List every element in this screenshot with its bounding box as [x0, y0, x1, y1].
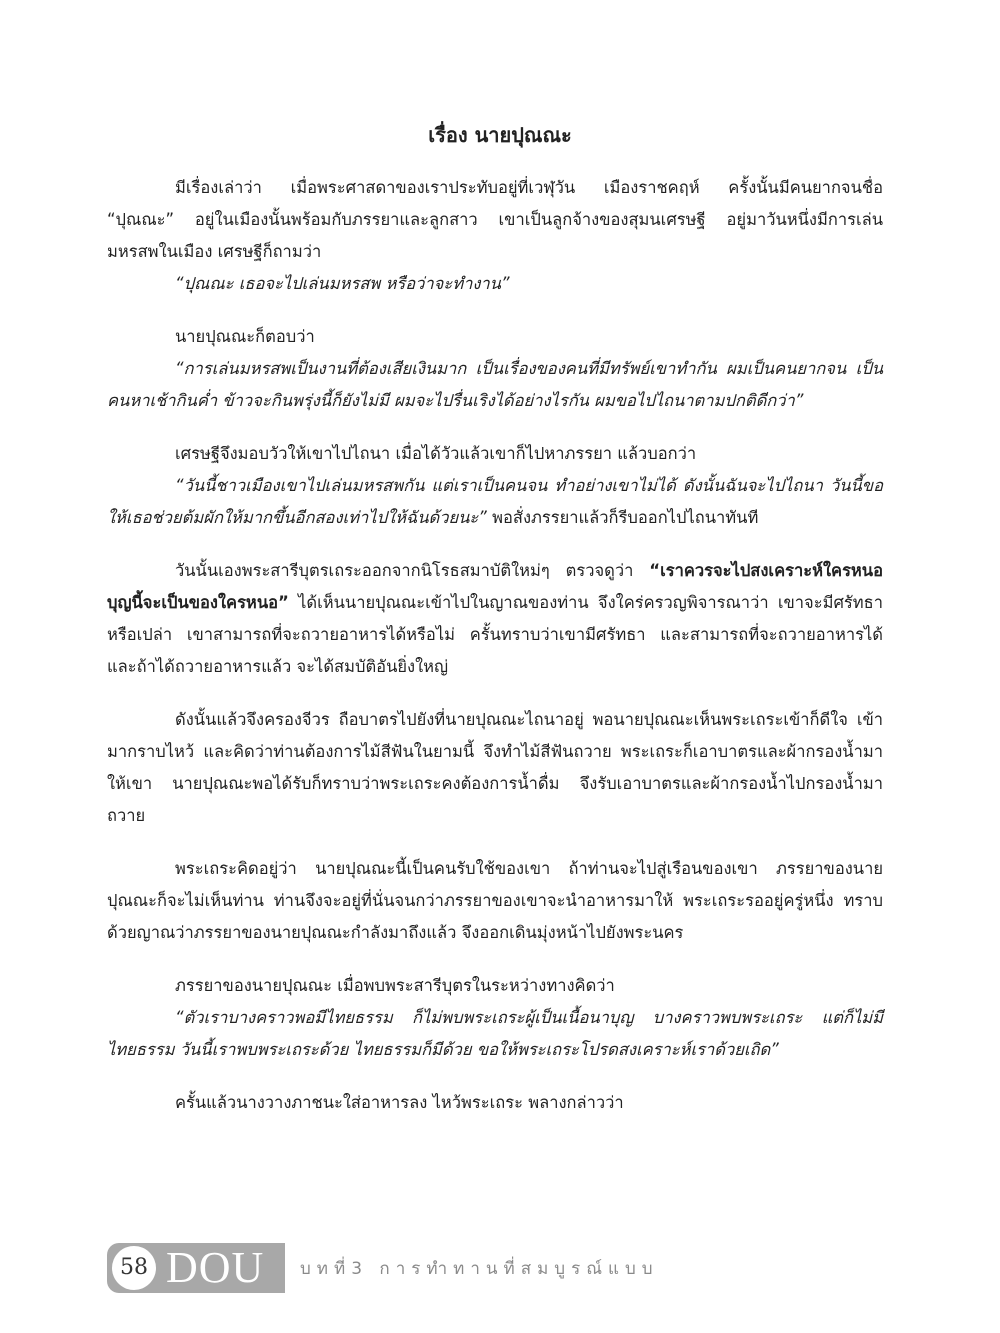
chapter-title: บทที่3 การทำทานที่สมบูรณ์แบบ	[300, 1259, 659, 1279]
paragraph-sariputta	[107, 555, 883, 683]
dou-logo: DOU	[166, 1243, 265, 1292]
paragraph-ox: เศรษฐีจึงมอบวัวให้เขาไปไถนา เมื่อได้วัวแล้วเขาก็ไปหาภรรยา แล้วบอกว่า	[175, 444, 697, 463]
paragraph-elder-waits: พระเถระคิดอยู่ว่า นายปุณณะนี้เป็นคนรับใช้ของเขา ถ้าท่านจะไปสู่เรือนของเขา ภรรยาของนายปุณณะก็จะไม่เห็นท่าน ท่านจึงจะอยู่ที่นั่นจนกว่าภรรยาของเขาจะนำอาหารมาให้ พระเถระรออยู่ครู่หนึ่ง ทราบด้วยญาณว่าภรรยาของนายปุณณะกำลังมาถึงแล้ว จึงออกเดินมุ่งหน้าไปยังพระนคร	[107, 859, 883, 942]
paragraph-intro: มีเรื่องเล่าว่า เมื่อพระศาสดาของเราประทับอยู่ที่เวฬุวัน เมืองราชคฤห์ ครั้งนั้นมีคนยากจนชื่อ “ปุณณะ” อยู่ในเมืองนั้นพร้อมกับภรรยาและลูกสาว เขาเป็นลูกจ้างของสุมนเศรษฐี อยู่มาวันหนึ่งมีการเล่นมหรสพในเมือง เศรษฐีก็ถามว่า	[107, 178, 883, 261]
paragraph-robe: ดังนั้นแล้วจึงครองจีวร ถือบาตรไปยังที่นายปุณณะไถนาอยู่ พอนายปุณณะเห็นพระเถระเข้าก็ดีใจ เข้ามากราบไหว้ และคิดว่าท่านต้องการไม้สีฟันในยามนี้ จึงทำไม้สีฟันถวาย พระเถระก็เอาบาตรและผ้ากรองน้ำมาให้เขา นายปุณณะพอได้รับก็ทราบว่าพระเถระคงต้องการน้ำดื่ม จึงรับเอาบาตรและผ้ากรองน้ำไปกรองน้ำมาถวาย	[107, 710, 883, 825]
sariputta-lead: วันนั้นเองพระสารีบุตรเถระออกจากนิโรธสมาบัติใหม่ๆ ตรวจดูว่า	[175, 561, 650, 580]
page-number: 58	[112, 1246, 156, 1290]
story-body	[107, 172, 883, 1119]
quote-millionaire: “ปุณณะ เธอจะไปเล่นมหรสพ หรือว่าจะทำงาน”	[175, 274, 510, 293]
sariputta-rest: ได้เห็นนายปุณณะเข้าไปในญาณของท่าน จึงใคร่ครวญพิจารณาว่า เขาจะมีศรัทธาหรือเปล่า เขาสามารถที่จะถวายอาหารได้หรือไม่ ครั้นทราบว่าเขามีศรัทธา และสามารถที่จะถวายอาหารได้ และถ้าได้ถวายอาหารแล้ว จะได้สมบัติอันยิ่งใหญ่	[107, 593, 883, 676]
quote-to-wife: “วันนี้ชาวเมืองเขาไปเล่นมหรสพกัน แต่เราเป็นคนจน ทำอย่างเขาไม่ได้ ดังนั้นฉันจะไปไถนา วันนี้ขอให้เธอช่วยต้มผักให้มากขึ้นอีกสองเท่าไปให้ฉันด้วยนะ”	[107, 476, 883, 527]
paragraph-punna-reply: นายปุณณะก็ตอบว่า	[175, 327, 315, 346]
quote-wife-thought: “ตัวเราบางคราวพอมีไทยธรรม ก็ไม่พบพระเถระผู้เป็นเนื้อนาบุญ บางคราวพบพระเถระ แต่ก็ไม่มีไทยธรรม วันนี้เราพบพระเถระด้วย ไทยธรรมก็มีด้วย ขอให้พระเถระโปรดสงเคราะห์เราด้วยเถิด”	[107, 1008, 883, 1059]
quote-to-wife-tail: พอสั่งภรรยาแล้วก็รีบออกไปไถนาทันที	[486, 508, 759, 527]
quote-wife-block	[107, 470, 883, 534]
paragraph-offering: ครั้นแล้วนางวางภาชนะใส่อาหารลง ไหว้พระเถระ พลางกล่าวว่า	[175, 1093, 624, 1112]
sariputta-thought: “เราควรจะไปสงเคราะห์ใครหนอ บุญนี้จะเป็นของใครหนอ”	[107, 561, 883, 612]
page-title: เรื่อง นายปุณณะ	[428, 123, 572, 147]
quote-punna-reply: “การเล่นมหรสพเป็นงานที่ต้องเสียเงินมาก เป็นเรื่องของคนที่มีทรัพย์เขาทำกัน ผมเป็นคนยากจน เป็นคนหาเช้ากินค่ำ ข้าวจะกินพรุ่งนี้ก็ยังไม่มี ผมจะไปรื่นเริงได้อย่างไรกัน ผมขอไปไถนาตามปกติดีกว่า”	[107, 359, 883, 410]
paragraph-wife-meets: ภรรยาของนายปุณณะ เมื่อพบพระสารีบุตรในระหว่างทางคิดว่า	[175, 976, 615, 995]
